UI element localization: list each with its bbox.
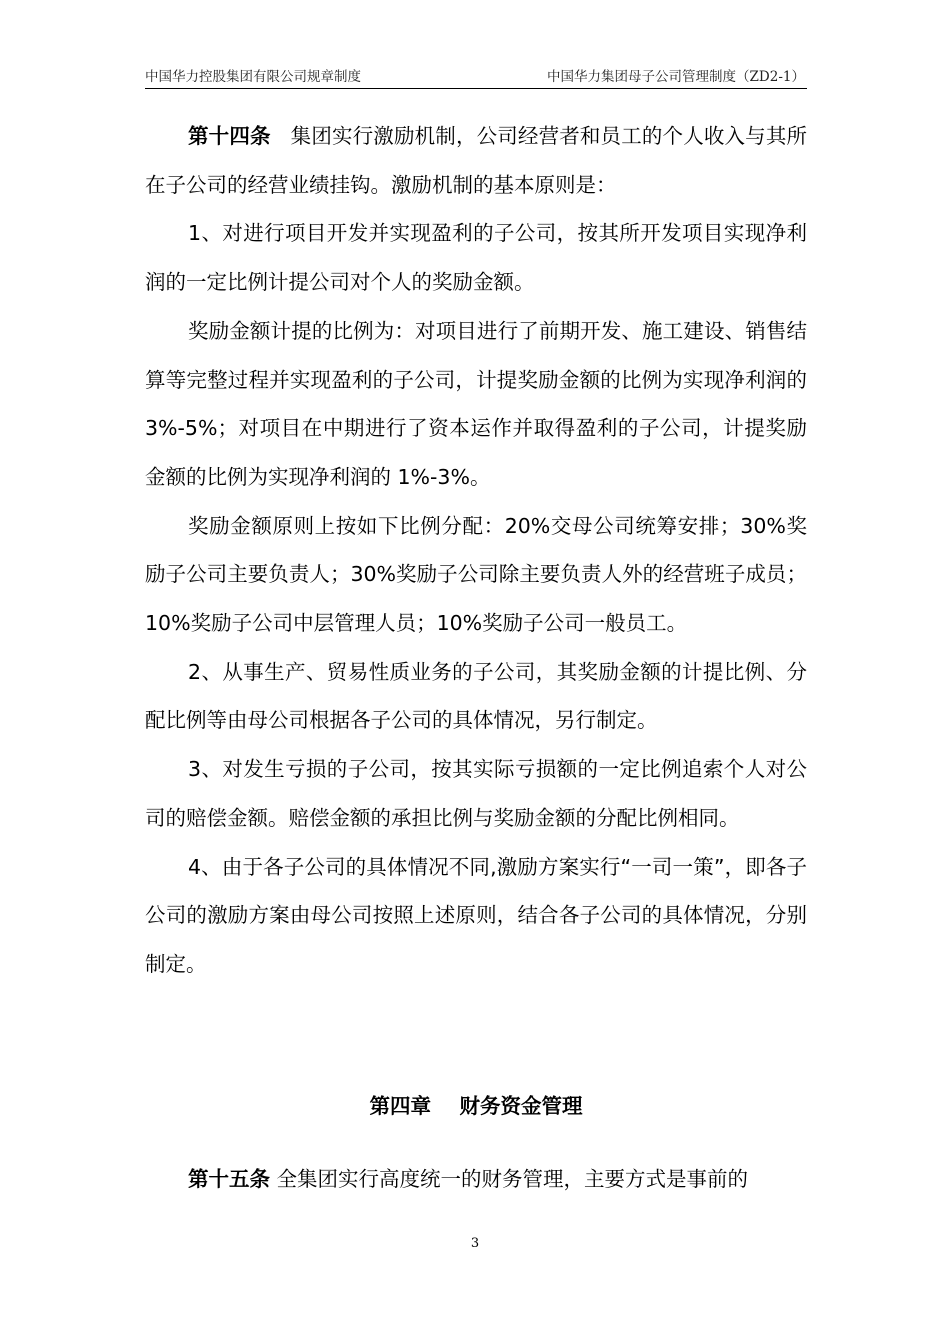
header-left-title: 中国华力控股集团有限公司规章制度 [145,69,361,85]
paragraph: 1、对进行项目开发并实现盈利的子公司，按其所开发项目实现净利润的一定比例计提公司对个人的奖励金额。 [145,221,807,295]
paragraph: 奖励金额计提的比例为：对项目进行了前期开发、施工建设、销售结算等完整过程并实现盈利的子公司，计提奖励金额的比例为实现净利润的 3%-5%；对项目在中期进行了资本运作并取得盈利的子公司，计提奖励金额的比例为实现净利润的 1%-3%。 [145,318,814,489]
header-divider [145,88,807,89]
article-14-text: 集团实行激励机制，公司经营者和员工的个人收入与其所在子公司的经营业绩挂钩。激励机制的基本原则是： [145,124,807,197]
paragraph: 2、从事生产、贸易性质业务的子公司，其奖励金额的计提比例、分配比例等由母公司根据各子公司的具体情况，另行制定。 [145,659,807,733]
article-15-paragraph [145,1155,807,1203]
paragraph: 奖励金额原则上按如下比例分配：20%交母公司统筹安排；30%奖励子公司主要负责人；30%奖励子公司除主要负责人外的经营班子成员；10%奖励子公司中层管理人员；10%奖励子公司一般员工。 [145,513,807,636]
article-15-text: 全集团实行高度统一的财务管理，主要方式是事前的 [276,1167,749,1191]
chapter-heading: 第四章 财务资金管理 [369,1094,583,1118]
article-14-paragraph [145,112,807,209]
article-15-label: 第十五条 [188,1167,270,1191]
header-right-title: 中国华力集团母子公司管理制度（ZD2-1） [547,69,805,85]
paragraph: 3、对发生亏损的子公司，按其实际亏损额的一定比例追索个人对公司的赔偿金额。赔偿金额的承担比例与奖励金额的分配比例相同。 [145,757,807,830]
page-number: 3 [470,1236,480,1251]
document-body [145,112,814,989]
paragraph: 4、由于各子公司的具体情况不同,激励方案实行“一司一策”，即各子公司的激励方案由母公司按照上述原则，结合各子公司的具体情况，分别制定。 [145,854,807,976]
article-14-label: 第十四条 [188,124,271,148]
